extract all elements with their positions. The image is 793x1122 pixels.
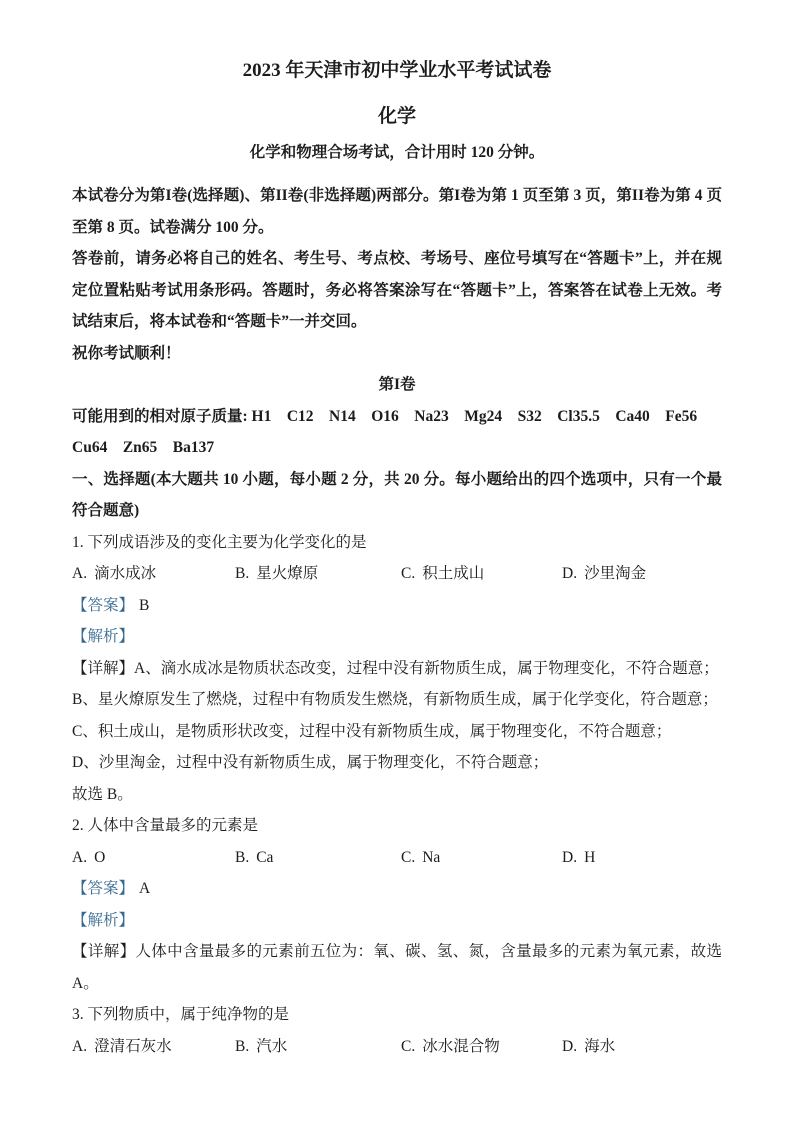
instruction-paragraph-2: 答卷前，请务必将自己的姓名、考生号、考点校、考场号、座位号填写在“答题卡”上，并在规定位置粘贴考试用条形码。答题时，务必将答案涂写在“答题卡”上，答案答在试卷上无效。考试结束后，将本试卷和“答题卡”一并交回。 bbox=[72, 250, 722, 330]
answer-tag: 【答案】 bbox=[72, 596, 135, 614]
question-block-3 bbox=[72, 999, 722, 1062]
section-heading: 一、选择题(本大题共 10 小题，每小题 2 分，共 20 分。每小题给出的四个选项中，只有一个最符合题意) bbox=[72, 470, 722, 519]
section-title: 第I卷 bbox=[378, 376, 416, 393]
option-b bbox=[235, 1031, 401, 1063]
question-text bbox=[72, 527, 722, 559]
answer-line bbox=[72, 873, 722, 905]
option-c bbox=[401, 558, 562, 590]
option-label: D. bbox=[562, 1037, 578, 1055]
options-row bbox=[72, 558, 722, 590]
option-label: C. bbox=[401, 848, 416, 866]
option-label: A. bbox=[72, 848, 88, 866]
option-b bbox=[235, 842, 401, 874]
answer-tag: 【答案】 bbox=[72, 880, 135, 897]
answer-line bbox=[72, 590, 722, 622]
option-label: A. bbox=[72, 565, 88, 582]
option-text: 沙里淘金 bbox=[584, 565, 647, 582]
answer-value: A bbox=[139, 880, 151, 897]
option-text: 澄清石灰水 bbox=[94, 1037, 172, 1055]
analysis-line bbox=[72, 621, 722, 653]
option-label: B. bbox=[235, 1037, 250, 1055]
question-text bbox=[72, 999, 722, 1031]
option-c bbox=[401, 1031, 562, 1063]
options-row bbox=[72, 1031, 722, 1063]
option-a bbox=[72, 842, 235, 874]
wish-line: 祝你考试顺利！ bbox=[72, 344, 181, 362]
option-text: 汽水 bbox=[256, 1037, 288, 1055]
page-title: 2023 年天津市初中学业水平考试试卷 bbox=[242, 60, 552, 81]
question-number: 2. bbox=[72, 817, 84, 834]
option-a bbox=[72, 1031, 235, 1063]
option-label: D. bbox=[562, 565, 578, 582]
option-text: 星火燎原 bbox=[256, 565, 319, 582]
detail-line: D、沙里淘金，过程中没有新物质生成，属于物理变化，不符合题意； bbox=[72, 754, 549, 771]
option-a bbox=[72, 558, 235, 590]
option-d bbox=[562, 842, 722, 874]
option-text: O bbox=[94, 848, 106, 866]
option-label: C. bbox=[401, 1037, 416, 1055]
analysis-tag: 【解析】 bbox=[72, 911, 135, 929]
option-label: C. bbox=[401, 565, 416, 582]
detail-line: B、星火燎原发生了燃烧，过程中有物质发生燃烧，有新物质生成，属于化学变化，符合题意； bbox=[72, 691, 718, 708]
option-c bbox=[401, 842, 562, 874]
question-block-1 bbox=[72, 527, 722, 811]
option-text: 冰水混合物 bbox=[422, 1037, 500, 1055]
question-number: 1. bbox=[72, 533, 84, 551]
option-label: A. bbox=[72, 1037, 88, 1055]
option-text: Ca bbox=[256, 848, 274, 866]
answer-value: B bbox=[139, 596, 150, 614]
atomic-mass-line-2: Cu64 Zn65 Ba137 bbox=[72, 439, 215, 456]
option-text: 海水 bbox=[584, 1037, 616, 1055]
options-row bbox=[72, 842, 722, 874]
option-text: 滴水成冰 bbox=[94, 565, 157, 582]
option-label: B. bbox=[235, 565, 250, 582]
analysis-line bbox=[72, 905, 722, 937]
option-text: H bbox=[584, 848, 596, 866]
exam-note: 化学和物理合场考试，合计用时 120 分钟。 bbox=[249, 144, 545, 161]
detail-line: 故选 B。 bbox=[72, 785, 133, 803]
detail-line: 【详解】人体中含量最多的元素前五位为：氧、碳、氢、氮，含量最多的元素为氧元素，故选 A。 bbox=[72, 943, 722, 992]
option-label: D. bbox=[562, 848, 578, 866]
question-stem: 下列物质中，属于纯净物的是 bbox=[87, 1006, 290, 1023]
question-stem: 人体中含量最多的元素是 bbox=[87, 817, 259, 834]
atomic-mass-line-1: 可能用到的相对原子质量: H1 C12 N14 O16 Na23 Mg24 S32 Cl35.5 Ca40 Fe56 bbox=[72, 407, 698, 425]
detail-line: C、积土成山，是物质形状改变，过程中没有新物质生成，属于物理变化，不符合题意； bbox=[72, 722, 672, 740]
option-d bbox=[562, 1031, 722, 1063]
question-number: 3. bbox=[72, 1006, 84, 1023]
question-block-2 bbox=[72, 810, 722, 999]
option-text: 积土成山 bbox=[422, 565, 485, 582]
detail-line: 【详解】A、滴水成冰是物质状态改变，过程中没有新物质生成，属于物理变化，不符合题意； bbox=[72, 659, 719, 677]
option-d bbox=[562, 558, 722, 590]
instruction-paragraph-1: 本试卷分为第I卷(选择题)、第II卷(非选择题)两部分。第I卷为第 1 页至第 3 页，第II卷为第 4 页至第 8 页。试卷满分 100 分。 bbox=[72, 187, 722, 236]
analysis-tag: 【解析】 bbox=[72, 628, 135, 645]
question-stem: 下列成语涉及的变化主要为化学变化的是 bbox=[87, 533, 367, 551]
subject-title: 化学 bbox=[377, 106, 416, 127]
question-text bbox=[72, 810, 722, 842]
option-b bbox=[235, 558, 401, 590]
option-label: B. bbox=[235, 848, 250, 866]
option-text: Na bbox=[422, 848, 441, 866]
